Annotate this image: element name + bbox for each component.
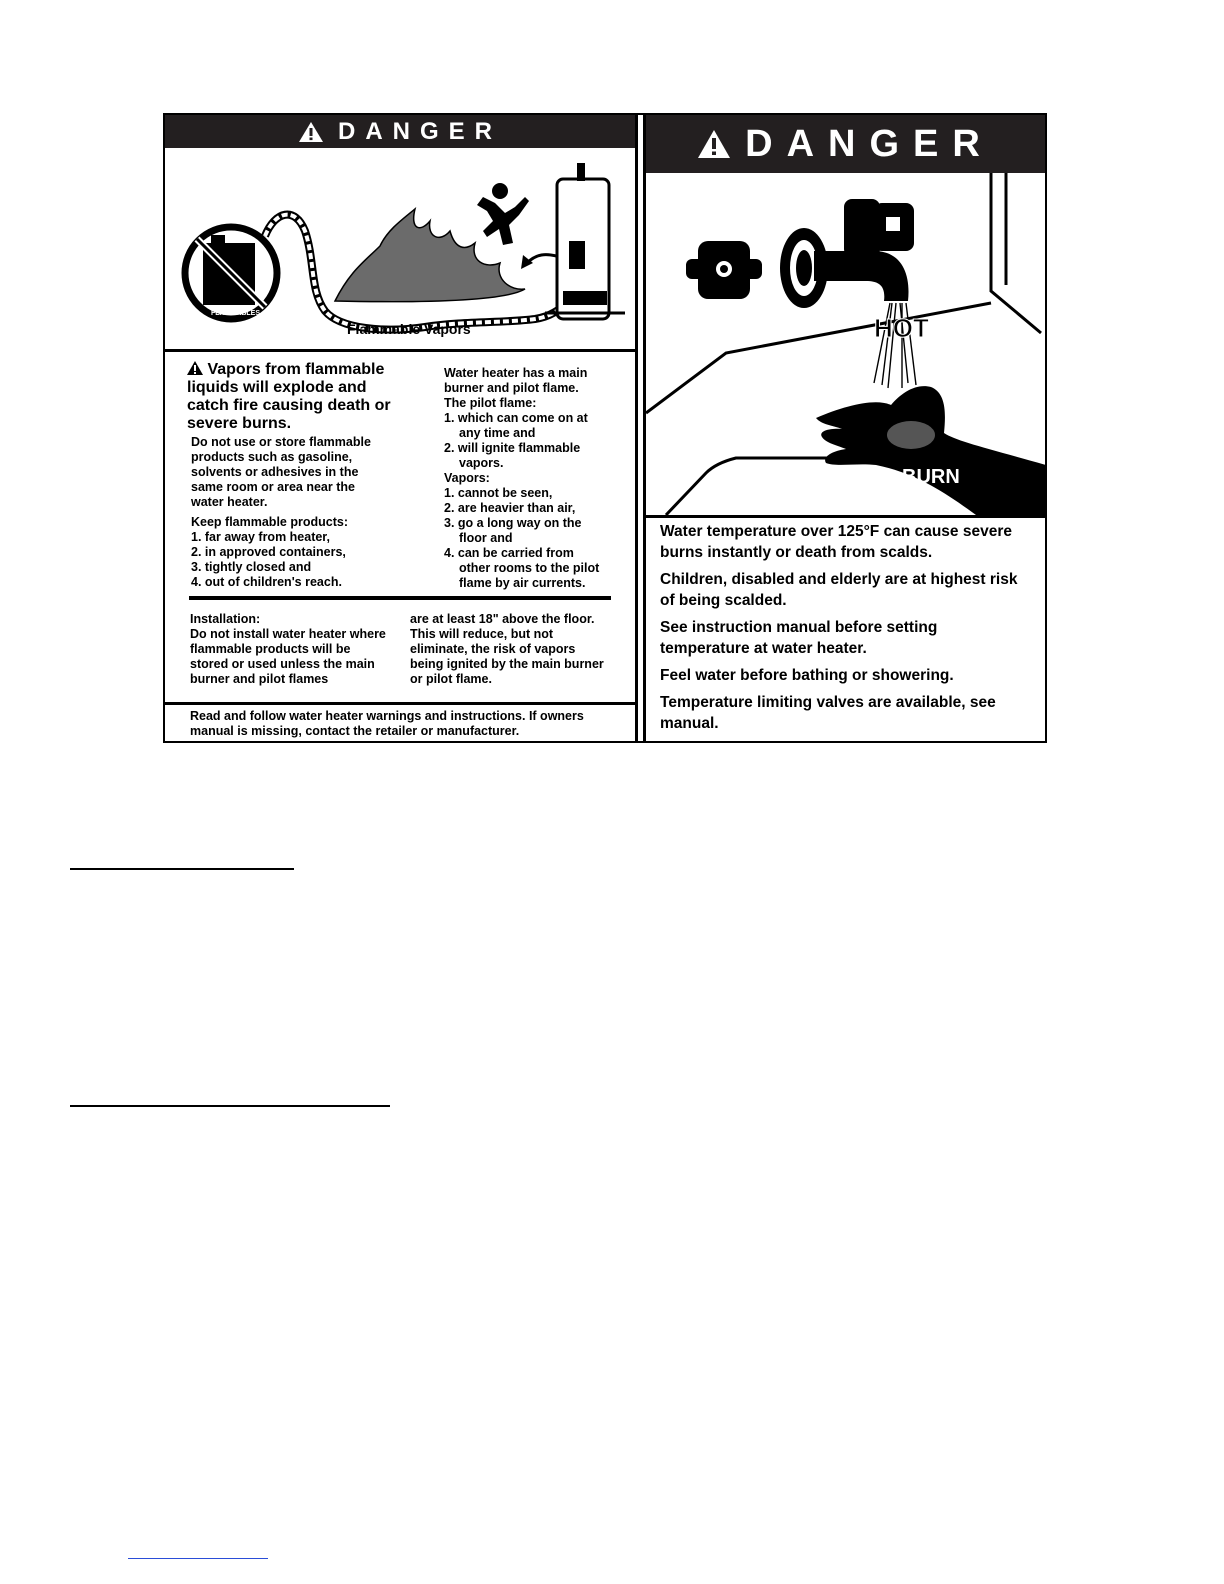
flammable-vapors-panel (165, 115, 638, 741)
cold-handle-icon (686, 241, 762, 299)
vapor-headline: Vapors from flammable liquids will explode and catch fire causing death or severe burns. (187, 361, 391, 432)
scald-line: Water temperature over 125°F can cause severe burns instantly or death from scalds. (660, 523, 1012, 561)
scald-line: See instruction manual before setting temperature at water heater. (660, 619, 938, 657)
svg-text:HOT: HOT (874, 313, 929, 343)
scald-line: Children, disabled and elderly are at highest risk of being scalded. (660, 571, 1018, 609)
no-flammables-icon (185, 227, 277, 319)
scald-warning-text (660, 521, 1031, 740)
col2-text: Water heater has a main burner and pilot flame. The pilot flame: 1. which can come on at any time and 2. will ignite flammable vapors. Vapors: 1. cannot be seen, 2. are heavier than air, 3. go a long way on the floor and 4. can be carried from other rooms to the pilot flame by air currents. (444, 366, 600, 590)
flammable-vapors-illustration (165, 151, 635, 352)
danger-label-figure (163, 113, 1047, 743)
danger-header-left (165, 115, 635, 148)
section-divider (189, 596, 611, 600)
small-warning-icon (187, 361, 203, 378)
scald-line: Temperature limiting valves are available, see manual. (660, 694, 996, 732)
danger-title-left: DANGER (337, 117, 502, 145)
svg-text:Flammable Vapors: Flammable Vapors (347, 321, 471, 337)
hot-water-illustration (646, 173, 1045, 518)
warning-triangle-icon (298, 121, 324, 143)
link-underline[interactable] (128, 1558, 268, 1559)
svg-text:BURN: BURN (902, 466, 960, 488)
installation-left: Installation: Do not install water heater where flammable products will be stored or used unless the main burner and pilot flames (190, 612, 386, 686)
installation-right: are at least 18" above the floor. This will reduce, but not eliminate, the risk of vapors being ignited by the main burner or pilot flame. (410, 612, 604, 686)
col1-text: Do not use or store flammable products such as gasoline, solvents or adhesives in the same room or area near the water heater. Keep flammable products: 1. far away from heater, 2. in approved containers, 3. tightly closed and 4. out of children's reach. (191, 435, 371, 589)
hot-handle-icon (844, 199, 914, 257)
scald-line: Feel water before bathing or showering. (660, 667, 954, 684)
footer-divider (165, 702, 638, 705)
burned-hand-icon (816, 386, 1045, 515)
warning-triangle-icon (697, 129, 731, 159)
danger-header-right (646, 115, 1045, 173)
left-footer: Read and follow water heater warnings and instructions. If owners manual is missing, contact the retailer or manufacturer. (190, 709, 584, 738)
water-heater-icon (545, 163, 625, 319)
danger-title-right: DANGER (745, 122, 994, 165)
section-underline-2 (70, 1105, 390, 1107)
scald-panel (643, 115, 1045, 741)
section-underline-1 (70, 868, 294, 870)
svg-text:FLAMMABLES: FLAMMABLES (211, 310, 260, 317)
